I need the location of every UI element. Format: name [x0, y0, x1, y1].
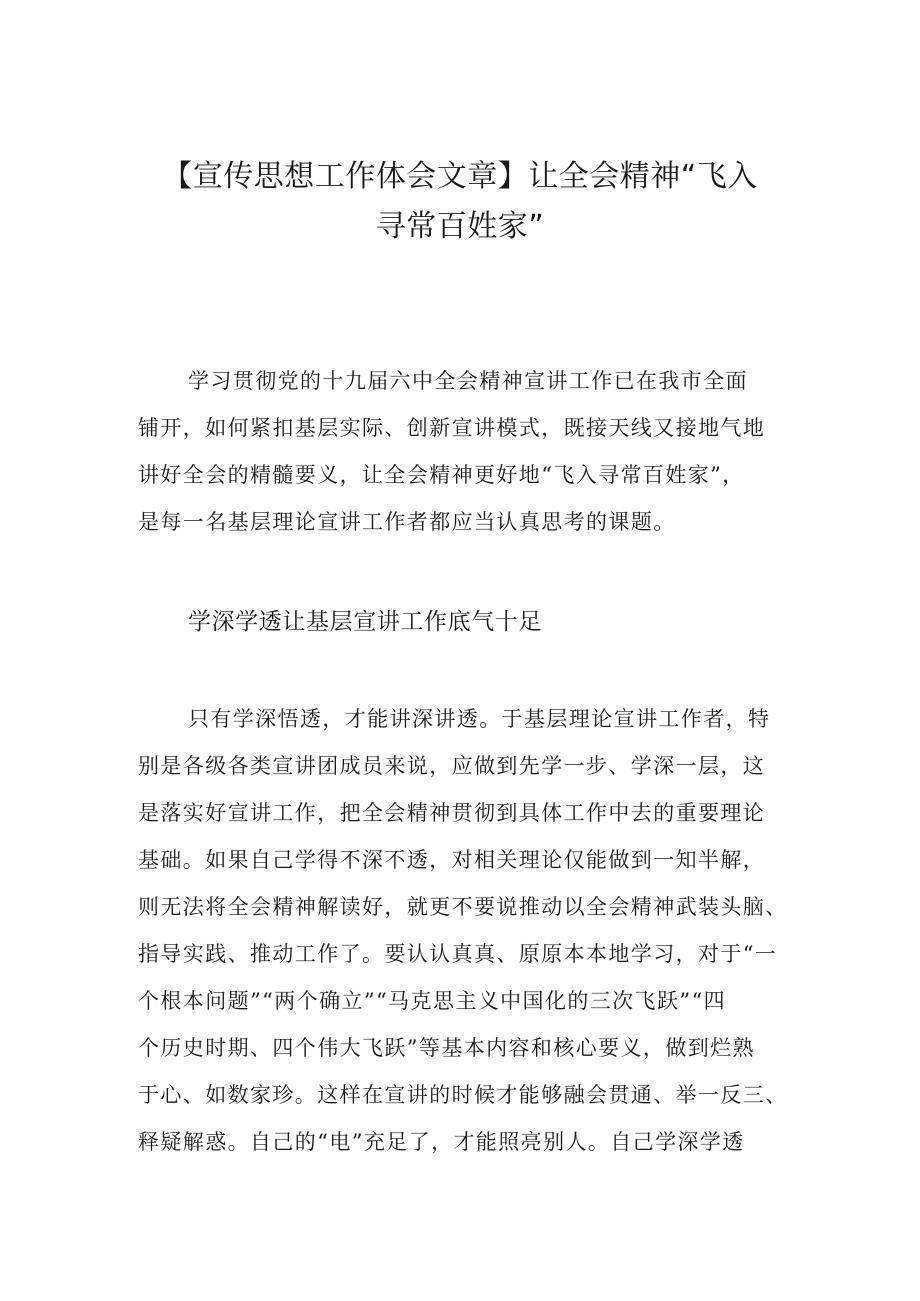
body-line: 基础。如果自己学得不深不透，对相关理论仅能做到一知半解， — [138, 848, 766, 872]
intro-line: 是每一名基层理论宣讲工作者都应当认真思考的课题。 — [138, 510, 676, 534]
body-line: 指导实践、推动工作了。要认认真真、原原本本地学习，对于“一 — [138, 942, 778, 966]
document-title-line-2: 寻常百姓家” — [375, 209, 545, 244]
body-line: 释疑解惑。自己的“电”充足了，才能照亮别人。自己学深学透 — [138, 1130, 745, 1154]
body-line: 别是各级各类宣讲团成员来说，应做到先学一步、学深一层，这 — [138, 754, 766, 778]
document-title-line-1: 【宣传思想工作体会文章】让全会精神“飞入 — [162, 159, 758, 194]
section-heading: 学深学透让基层宣讲工作底气十足 — [188, 609, 542, 635]
body-line: 于心、如数家珍。这样在宣讲的时候才能够融会贯通、举一反三、 — [138, 1083, 788, 1107]
body-line: 个历史时期、四个伟大飞跃”等基本内容和核心要义，做到烂熟 — [138, 1036, 755, 1060]
body-line: 只有学深悟透，才能讲深讲透。于基层理论宣讲工作者，特 — [188, 707, 771, 731]
intro-line: 学习贯彻党的十九届六中全会精神宣讲工作已在我市全面 — [188, 369, 748, 393]
body-line: 个根本问题”“两个确立”“马克思主义中国化的三次飞跃”“四 — [138, 989, 727, 1013]
intro-paragraph — [138, 367, 798, 555]
intro-line: 铺开，如何紧扣基层实际、创新宣讲模式，既接天线又接地气地 — [138, 416, 766, 440]
body-line: 是落实好宣讲工作，把全会精神贯彻到具体工作中去的重要理论 — [138, 801, 766, 825]
intro-line: 讲好全会的精髓要义，让全会精神更好地“飞入寻常百姓家”， — [138, 463, 745, 487]
body-paragraph — [138, 705, 798, 1175]
body-line: 则无法将全会精神解读好，就更不要说推动以全会精神武装头脑、 — [138, 895, 788, 919]
